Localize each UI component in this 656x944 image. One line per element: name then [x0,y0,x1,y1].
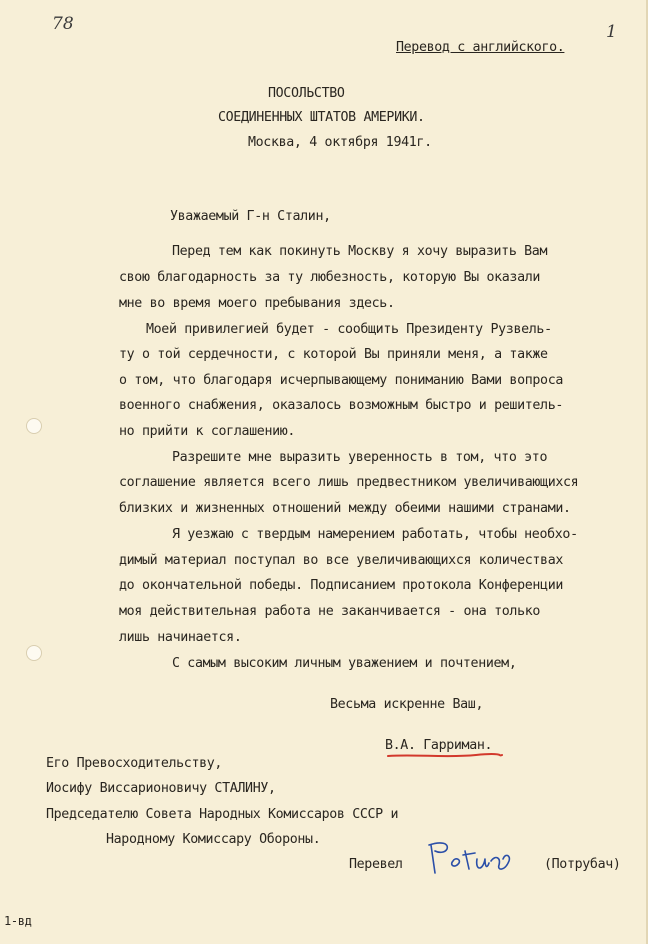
body-line: но прийти к соглашению. [119,424,296,439]
body-line: Разрешите мне выразить уверенность в том, что это [172,450,548,465]
body-line: Перед тем как покинуть Москву я хочу выразить Вам [172,244,548,259]
translation-note: Перевод с английского. [396,40,565,55]
salutation: Уважаемый Г-н Сталин, [170,209,331,224]
signatory: В.А. Гарриман. [385,738,493,753]
body-line: С самым высоким личным уважением и почтением, [172,656,517,671]
body-line: Моей привилегией будет - сообщить Президенту Рузвель- [146,322,552,337]
addressee-line: Председателю Совета Народных Комиссаров СССР и [46,807,399,822]
addressee-line: Народному Комиссару Обороны. [106,832,321,847]
translator-name: (Потрубач) [544,857,621,872]
embassy-title: ПОСОЛЬСТВО [268,86,345,101]
body-line: о том, что благодаря исчерпывающему пониманию Вами вопроса [119,373,564,388]
body-line: димый материал поступал во все увеличивающихся количествах [119,553,564,568]
body-line: военного снабжения, оказалось возможным быстро и решитель- [119,398,564,413]
closing: Весьма искренне Ваш, [330,697,484,712]
body-line: до окончательной победы. Подписанием протокола Конференции [119,578,564,593]
body-line: лишь начинается. [119,630,242,645]
body-line: близких и жизненных отношений между обеими нашими странами. [119,501,571,516]
archive-code: 1-вд [4,914,32,928]
addressee-line: Иосифу Виссарионовичу СТАЛИНУ, [46,781,276,796]
place-date: Москва, 4 октября 1941г. [248,135,432,150]
addressee-line: Его Превосходительству, [46,756,223,771]
translator-label: Перевел [349,857,403,872]
body-line: ту о той сердечности, с которой Вы приняли меня, а также [119,347,548,362]
punch-hole [26,418,42,434]
folio-mark: 78 [52,14,74,34]
punch-hole [26,645,42,661]
body-line: моя действительная работа не заканчивается - она только [119,604,541,619]
body-line: мне во время моего пребывания здесь. [119,296,395,311]
translator-signature [425,837,515,881]
body-line: свою благодарность за ту любезность, которую Вы оказали [119,270,541,285]
body-line: Я уезжаю с твердым намерением работать, чтобы необхо- [172,527,578,542]
embassy-country: СОЕДИНЕННЫХ ШТАТОВ АМЕРИКИ. [218,110,425,125]
body-line: соглашение является всего лишь предвестником увеличивающихся [119,475,579,490]
page-number: 1 [606,22,617,42]
red-pencil-underline [386,753,504,759]
